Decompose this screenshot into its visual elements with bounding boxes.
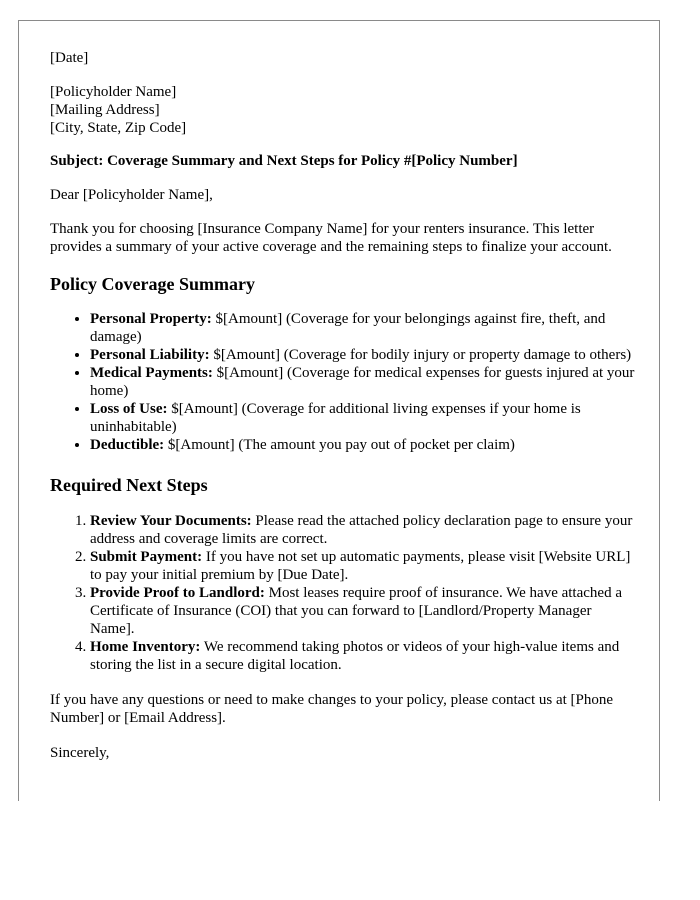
next-steps-list bbox=[50, 512, 638, 674]
step-review-documents bbox=[90, 512, 638, 548]
step-label: Provide Proof to Landlord: bbox=[90, 585, 265, 601]
recipient-address-block bbox=[50, 83, 638, 137]
step-submit-payment bbox=[90, 548, 638, 584]
step-home-inventory bbox=[90, 638, 638, 674]
step-text: We recommend taking photos or videos of your high-value items and storing the list in a secure digital location. bbox=[90, 639, 620, 673]
step-label: Submit Payment: bbox=[90, 549, 203, 565]
coverage-item-text: $[Amount] (The amount you pay out of pocket per claim) bbox=[164, 437, 515, 453]
recipient-name: [Policyholder Name] bbox=[50, 84, 177, 100]
recipient-mailing-address: [Mailing Address] bbox=[50, 102, 160, 118]
recipient-city-state-zip: [City, State, Zip Code] bbox=[50, 120, 187, 136]
coverage-list bbox=[50, 310, 638, 454]
closing-paragraph: If you have any questions or need to make changes to your policy, please contact us at [Phone Number] or [Email Address]. bbox=[50, 692, 614, 726]
coverage-item-text: $[Amount] (Coverage for additional living expenses if your home is uninhabitable) bbox=[90, 401, 581, 435]
coverage-item-label: Loss of Use: bbox=[90, 401, 168, 417]
coverage-item-label: Medical Payments: bbox=[90, 365, 213, 381]
coverage-item-text: $[Amount] (Coverage for medical expenses for guests injured at your home) bbox=[90, 365, 635, 399]
letter-body bbox=[50, 49, 638, 762]
letter-subject: Subject: Coverage Summary and Next Steps for Policy #[Policy Number] bbox=[50, 153, 518, 169]
next-steps-heading: Required Next Steps bbox=[50, 475, 208, 495]
coverage-item-loss-of-use bbox=[90, 400, 638, 436]
intro-paragraph: Thank you for choosing [Insurance Company Name] for your renters insurance. This letter provides a summary of your active coverage and the remaining steps to finalize your account. bbox=[50, 221, 612, 255]
step-text: Please read the attached policy declaration page to ensure your address and coverage limits are correct. bbox=[90, 513, 633, 547]
step-text: If you have not set up automatic payments, please visit [Website URL] to pay your initial premium by [Due Date]. bbox=[90, 549, 631, 583]
letter-salutation: Dear [Policyholder Name], bbox=[50, 187, 213, 203]
coverage-item-label: Deductible: bbox=[90, 437, 165, 453]
step-label: Review Your Documents: bbox=[90, 513, 252, 529]
coverage-item-label: Personal Liability: bbox=[90, 347, 210, 363]
coverage-item-personal-property bbox=[90, 310, 638, 346]
coverage-item-medical-payments bbox=[90, 364, 638, 400]
coverage-item-label: Personal Property: bbox=[90, 311, 212, 327]
coverage-item-personal-liability bbox=[90, 346, 638, 364]
step-proof-to-landlord bbox=[90, 584, 638, 638]
coverage-item-text: $[Amount] (Coverage for your belongings against fire, theft, and damage) bbox=[90, 311, 606, 345]
coverage-item-text: $[Amount] (Coverage for bodily injury or property damage to others) bbox=[209, 347, 632, 363]
step-label: Home Inventory: bbox=[90, 639, 201, 655]
step-text: Most leases require proof of insurance. We have attached a Certificate of Insurance (COI) that you can forward to [Landlord/Property Manager Name]. bbox=[90, 585, 622, 637]
letter-page bbox=[18, 20, 660, 801]
letter-signoff: Sincerely, bbox=[50, 745, 110, 761]
coverage-heading: Policy Coverage Summary bbox=[50, 274, 255, 294]
coverage-item-deductible bbox=[90, 436, 638, 454]
letter-date: [Date] bbox=[50, 50, 89, 66]
